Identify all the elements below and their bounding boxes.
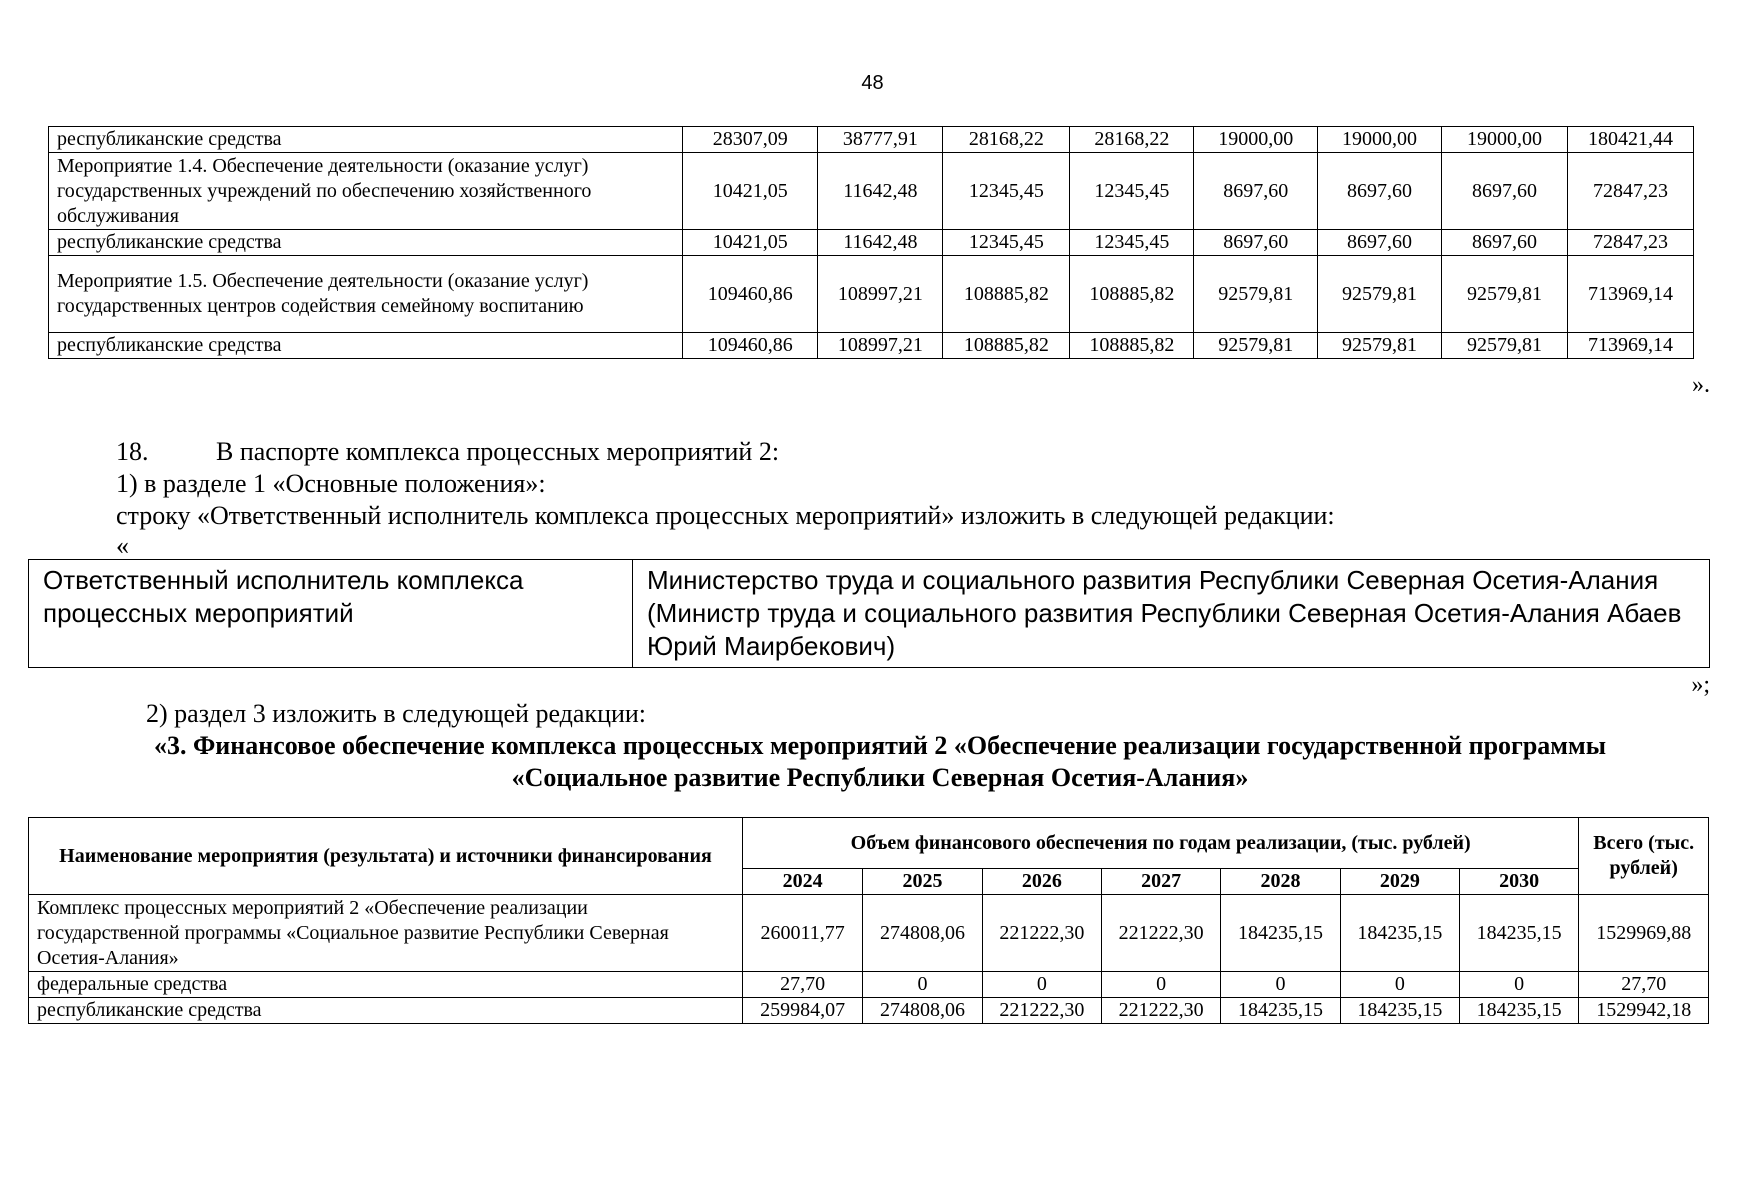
row-value-cell: 28168,22: [943, 127, 1070, 153]
table-row: [29, 972, 1709, 998]
year-header: 2025: [863, 869, 982, 895]
row-value-cell: 92579,81: [1194, 256, 1318, 333]
row-value-cell: 108885,82: [943, 333, 1070, 359]
header-total: Всего (тыс. рублей): [1579, 818, 1709, 895]
year-header: 2029: [1340, 869, 1459, 895]
section-18-text: В паспорте комплекса процессных мероприятий 2:: [216, 437, 780, 466]
row-value-cell: 108885,82: [1070, 333, 1194, 359]
table-row: [29, 998, 1709, 1024]
table-row: [49, 256, 1694, 333]
row-value-cell: 259984,07: [742, 998, 862, 1024]
row-value-cell: 92579,81: [1318, 256, 1442, 333]
row-value-cell: 274808,06: [863, 895, 982, 972]
year-header: 2028: [1221, 869, 1340, 895]
row-value-cell: 72847,23: [1567, 153, 1693, 230]
row-value-cell: 72847,23: [1567, 230, 1693, 256]
row-value-cell: 713969,14: [1567, 256, 1693, 333]
header-name: Наименование мероприятия (результата) и источники финансирования: [29, 818, 743, 895]
top-financing-table: [48, 126, 1694, 359]
row-value-cell: 184235,15: [1459, 998, 1578, 1024]
row-value-cell: 10421,05: [683, 153, 818, 230]
row-value-cell: 184235,15: [1221, 998, 1340, 1024]
row-value-cell: 19000,00: [1441, 127, 1567, 153]
row-value-cell: 260011,77: [742, 895, 862, 972]
row-value-cell: 109460,86: [683, 256, 818, 333]
year-header: 2030: [1459, 869, 1578, 895]
row-name-cell: федеральные средства: [29, 972, 743, 998]
closing-quote-top: ».: [1692, 372, 1710, 398]
section-3-heading-line1: «3. Финансовое обеспечение комплекса процессных мероприятий 2 «Обеспечение реализации государственной программы: [153, 731, 1607, 760]
row-value-cell: 8697,60: [1194, 230, 1318, 256]
row-value-cell: 12345,45: [943, 230, 1070, 256]
row-value-cell: 1529969,88: [1579, 895, 1709, 972]
row-value-cell: 184235,15: [1221, 895, 1340, 972]
row-value-cell: 180421,44: [1567, 127, 1693, 153]
row-value-cell: 28168,22: [1070, 127, 1194, 153]
row-value-cell: 108885,82: [1070, 256, 1194, 333]
responsible-label: Ответственный исполнитель комплекса процессных мероприятий: [29, 560, 633, 668]
table-row: [29, 895, 1709, 972]
year-header: 2026: [982, 869, 1101, 895]
row-name-cell: республиканские средства: [49, 333, 683, 359]
row-value-cell: 0: [863, 972, 982, 998]
row-value-cell: 109460,86: [683, 333, 818, 359]
item-2-text: 2) раздел 3 изложить в следующей редакции:: [146, 699, 647, 728]
row-value-cell: 38777,91: [818, 127, 943, 153]
row-value-cell: 184235,15: [1340, 998, 1459, 1024]
table-header-row: [29, 818, 1709, 869]
row-value-cell: 12345,45: [1070, 153, 1194, 230]
year-header: 2024: [742, 869, 862, 895]
row-value-cell: 221222,30: [982, 998, 1101, 1024]
row-value-cell: 0: [982, 972, 1101, 998]
row-value-cell: 8697,60: [1441, 153, 1567, 230]
row-value-cell: 19000,00: [1194, 127, 1318, 153]
row-name-cell: республиканские средства: [29, 998, 743, 1024]
closing-quote-responsible: »;: [1691, 672, 1710, 698]
responsible-executor-table: [28, 559, 1710, 668]
row-value-cell: 274808,06: [863, 998, 982, 1024]
year-header: 2027: [1102, 869, 1221, 895]
row-name-cell: Мероприятие 1.4. Обеспечение деятельности (оказание услуг) государственных учреждений по обеспечению хозяйственного обслуживания: [49, 153, 683, 230]
row-value-cell: 92579,81: [1194, 333, 1318, 359]
table-row: [49, 333, 1694, 359]
table-row: [49, 153, 1694, 230]
row-value-cell: 0: [1221, 972, 1340, 998]
row-value-cell: 108885,82: [943, 256, 1070, 333]
row-value-cell: 221222,30: [982, 895, 1101, 972]
row-value-cell: 108997,21: [818, 256, 943, 333]
responsible-row: [29, 560, 1710, 668]
row-value-cell: 12345,45: [943, 153, 1070, 230]
table-row: [49, 127, 1694, 153]
row-value-cell: 8697,60: [1441, 230, 1567, 256]
row-value-cell: 8697,60: [1318, 230, 1442, 256]
row-value-cell: 28307,09: [683, 127, 818, 153]
row-value-cell: 11642,48: [818, 153, 943, 230]
row-value-cell: 10421,05: [683, 230, 818, 256]
row-value-cell: 713969,14: [1567, 333, 1693, 359]
section-18-sub1: 1) в разделе 1 «Основные положения»:: [116, 469, 546, 498]
section-18-open-quote: «: [116, 531, 129, 560]
row-value-cell: 0: [1102, 972, 1221, 998]
row-value-cell: 8697,60: [1318, 153, 1442, 230]
row-value-cell: 221222,30: [1102, 895, 1221, 972]
row-value-cell: 19000,00: [1318, 127, 1442, 153]
row-value-cell: 11642,48: [818, 230, 943, 256]
row-name-cell: Мероприятие 1.5. Обеспечение деятельности (оказание услуг) государственных центров содействия семейному воспитанию: [49, 256, 683, 333]
section-18-number: 18.: [116, 437, 149, 466]
row-value-cell: 0: [1340, 972, 1459, 998]
row-value-cell: 184235,15: [1459, 895, 1578, 972]
row-value-cell: 108997,21: [818, 333, 943, 359]
row-value-cell: 0: [1459, 972, 1578, 998]
row-name-cell: республиканские средства: [49, 230, 683, 256]
row-value-cell: 92579,81: [1318, 333, 1442, 359]
section-18-sub1-instruction: строку «Ответственный исполнитель комплекса процессных мероприятий» изложить в следующей редакции:: [116, 501, 1335, 530]
row-value-cell: 221222,30: [1102, 998, 1221, 1024]
header-volume: Объем финансового обеспечения по годам реализации, (тыс. рублей): [742, 818, 1578, 869]
table-row: [49, 230, 1694, 256]
section-3-heading-line2: «Социальное развитие Республики Северная Осетия-Алания»: [511, 763, 1249, 792]
row-value-cell: 92579,81: [1441, 256, 1567, 333]
row-value-cell: 1529942,18: [1579, 998, 1709, 1024]
page-number: 48: [861, 72, 884, 94]
row-name-cell: республиканские средства: [49, 127, 683, 153]
row-value-cell: 27,70: [742, 972, 862, 998]
row-value-cell: 27,70: [1579, 972, 1709, 998]
row-name-cell: Комплекс процессных мероприятий 2 «Обеспечение реализации государственной программы «Социальное развитие Республики Северная Осетия-Алания»: [29, 895, 743, 972]
row-value-cell: 12345,45: [1070, 230, 1194, 256]
row-value-cell: 184235,15: [1340, 895, 1459, 972]
responsible-value: Министерство труда и социального развития Республики Северная Осетия-Алания (Министр труда и социального развития Республики Северная Осетия-Алания Абаев Юрий Маирбекович): [633, 560, 1710, 668]
financing-table: [28, 817, 1709, 1024]
row-value-cell: 8697,60: [1194, 153, 1318, 230]
row-value-cell: 92579,81: [1441, 333, 1567, 359]
